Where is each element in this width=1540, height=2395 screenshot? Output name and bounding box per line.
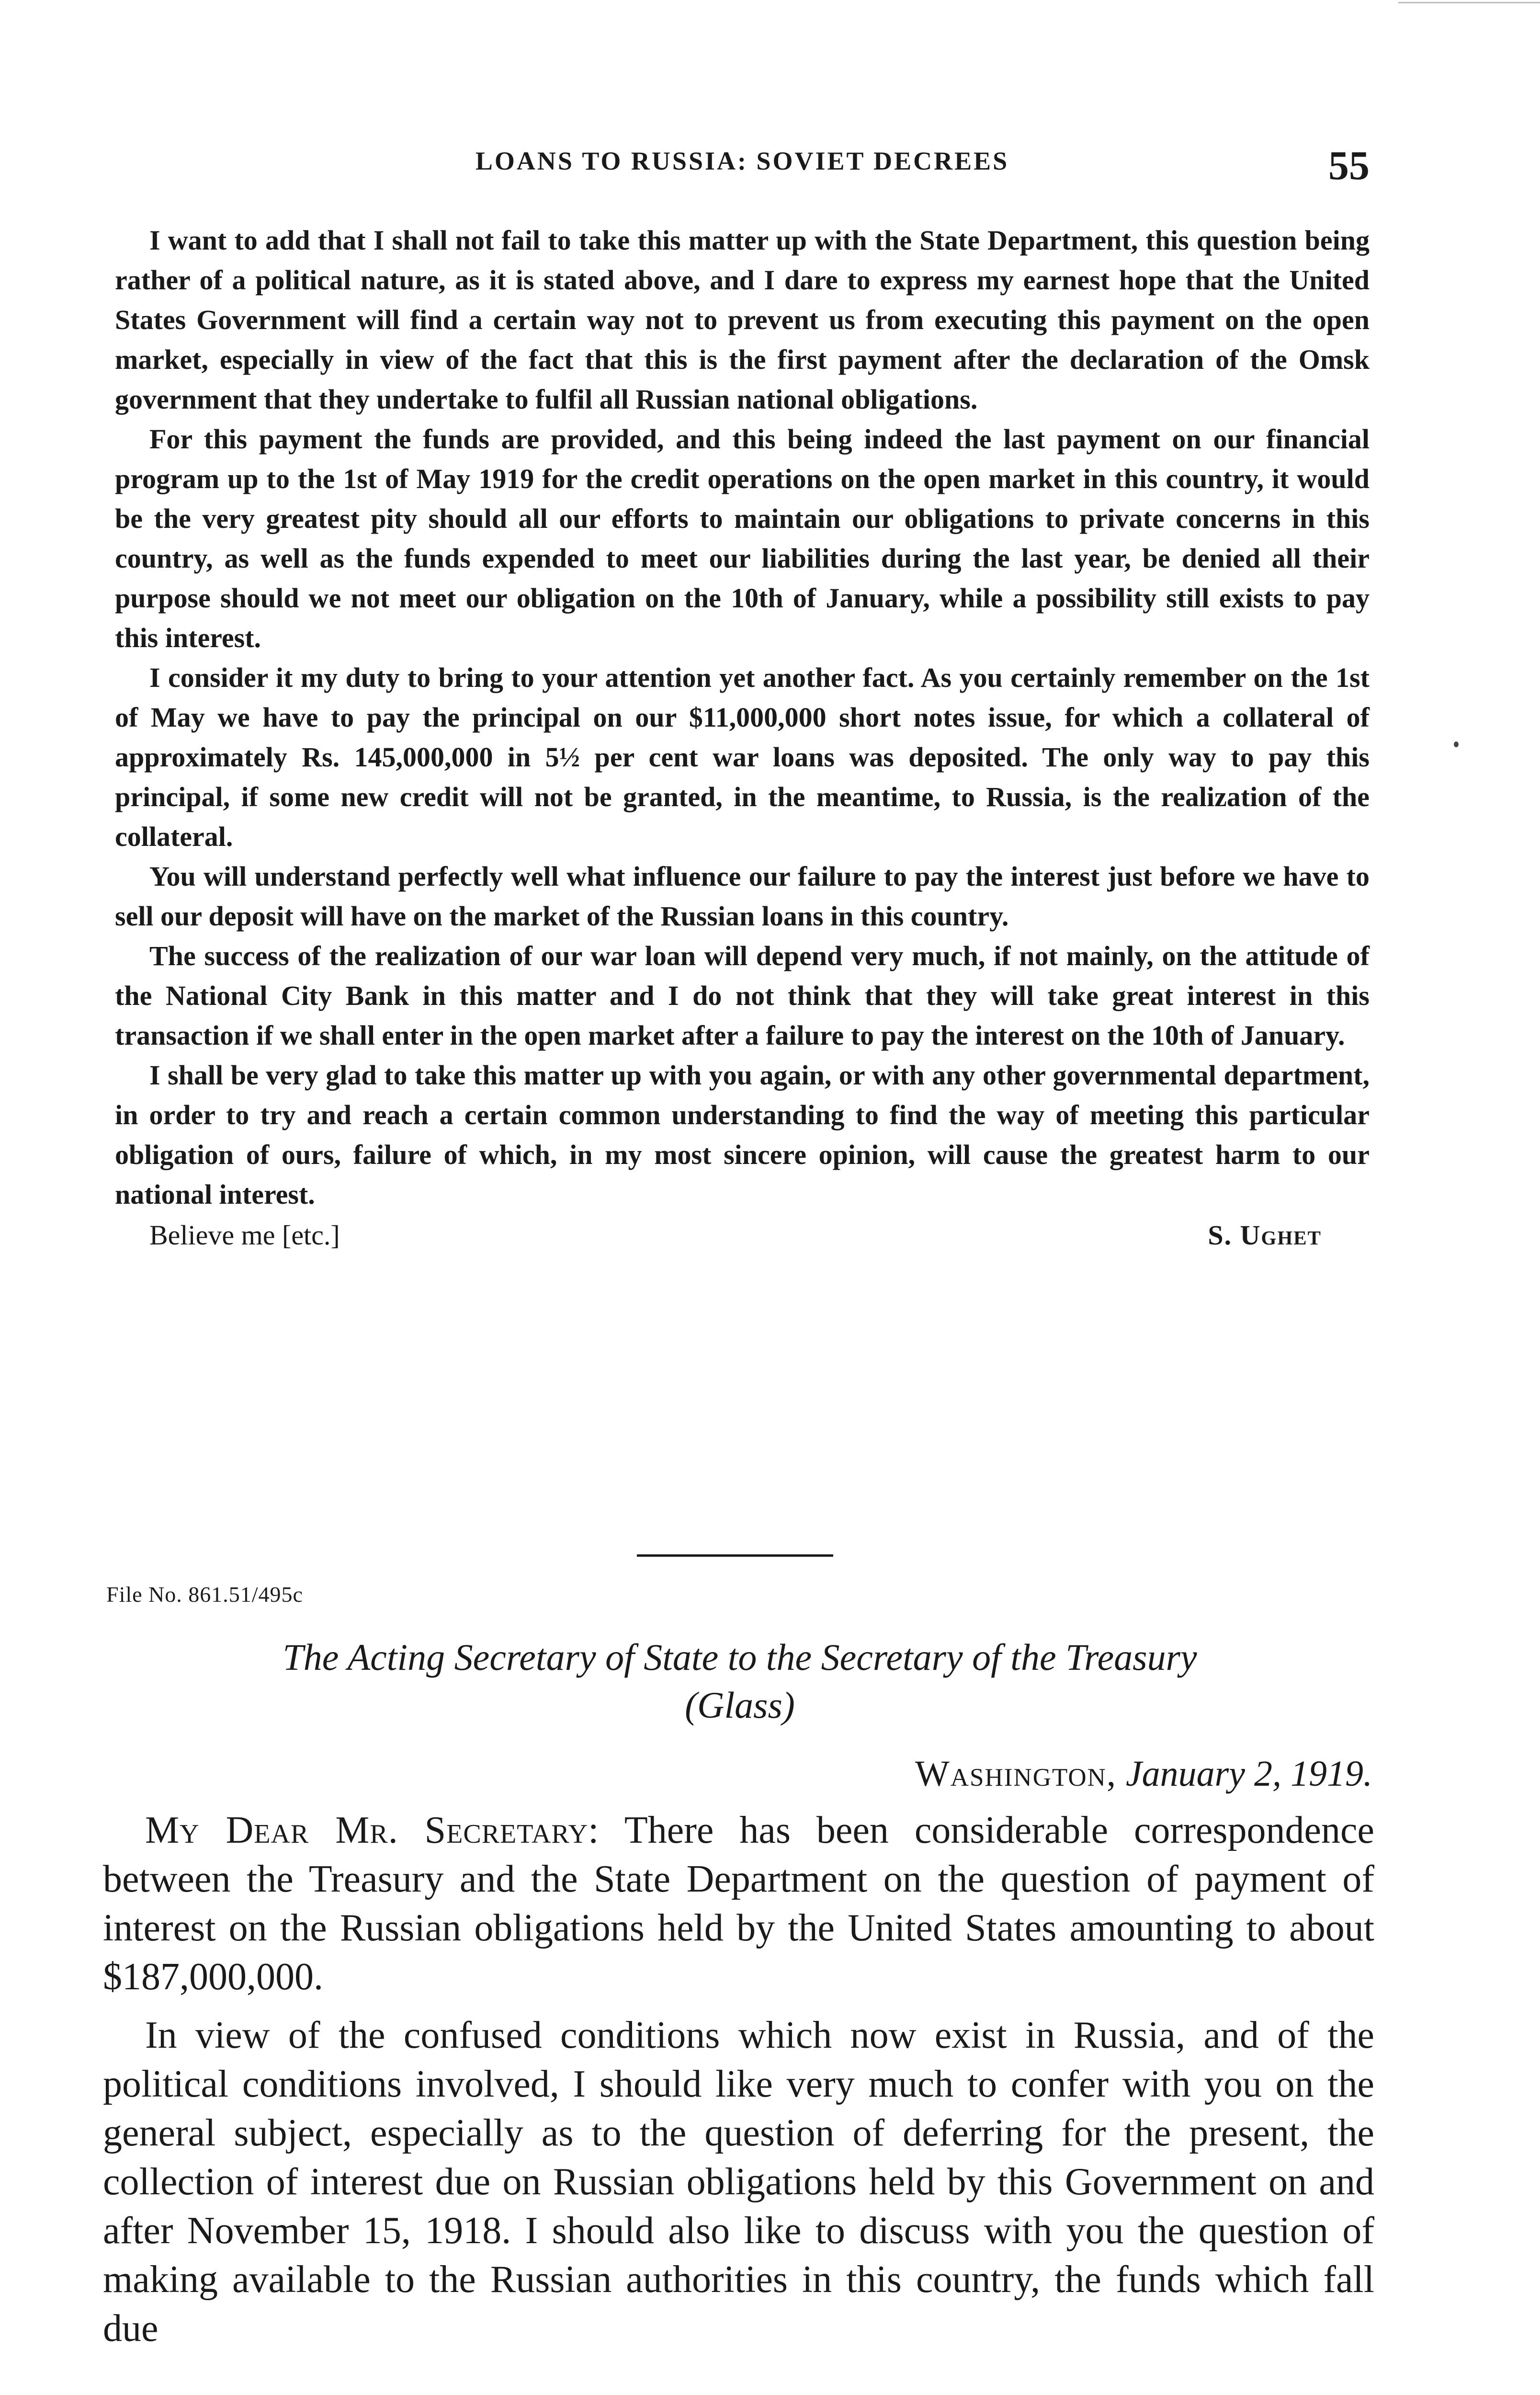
letter-paragraph: In view of the confused conditions which now exist in Russia, and of the political conditions involved, I should like very much to confer with you on the general subject, especially as to the question of deferring for the present, the collection of interest due on Russian obligations held by this Government on and after November 15, 1918. I should also like to discuss with you the question of making available to the Russian authorities in this country, the funds which fall due bbox=[103, 2014, 1374, 2349]
letter-paragraph: The success of the realization of our war loan will depend very much, if not mainly, on the attitude of the National City Bank in this matter and I do not think that they will take great interest in this transaction if we shall enter in the open market after a failure to pay the interest on the 10th of January. bbox=[115, 940, 1370, 1051]
file-number: File No. 861.51/495c bbox=[106, 1582, 303, 1607]
dateline-place: Washington, bbox=[915, 1754, 1117, 1794]
letter-paragraph: I consider it my duty to bring to your attention yet another fact. As you certainly remember on the 1st of May we have to pay the principal on our $11,000,000 short notes issue, for which a collateral of approximately Rs. 145,000,000 in 5½ per cent war loans was deposited. The only way to pay this principal, if some new credit will not be granted, in the meantime, to Russia, is the realization of the collateral. bbox=[115, 662, 1370, 852]
dateline bbox=[915, 1753, 1372, 1795]
heading-recipient: (Glass) bbox=[685, 1684, 795, 1726]
letter-paragraph: For this payment the funds are provided, and this being indeed the last payment on our financial program up to the 1st of May 1919 for the credit operations on the open market in this country, it would be the very greatest pity should all our efforts to maintain our obligations to private concerns in this country, as well as the funds expended to meet our liabilities during the last year, be denied all their purpose should we not meet our obligation on the 10th of January, while a possibility still exists to pay this interest. bbox=[115, 423, 1370, 653]
heading-title: The Acting Secretary of State to the Secretary of the Treasury bbox=[283, 1636, 1197, 1678]
letter-paragraph: You will understand perfectly well what influence our failure to pay the interest just before we have to sell our deposit will have on the market of the Russian loans in this country. bbox=[115, 861, 1370, 932]
closing: Believe me [etc.] bbox=[149, 1220, 340, 1251]
letter-paragraph bbox=[103, 1806, 1374, 2001]
letter-paragraph: I shall be very glad to take this matter up with you again, or with any other governmental department, in order to try and reach a certain common understanding to find the way of meeting this particular obligation of ours, failure of which, in my most sincere opinion, will cause the greatest harm to our national interest. bbox=[115, 1060, 1370, 1210]
margin-speck bbox=[1454, 741, 1459, 747]
paragraph-text: There has been considerable correspondence between the Treasury and the State Department on the question of payment of interest on the Russian obligations held by the United States amounting to about $187,000,000. bbox=[103, 1809, 1374, 1998]
second-letter-body bbox=[103, 1806, 1374, 2362]
signature: S. Ughet bbox=[1208, 1220, 1322, 1251]
running-title: LOANS TO RUSSIA: SOVIET DECREES bbox=[475, 147, 1009, 175]
running-header bbox=[115, 141, 1370, 188]
salutation: My Dear Mr. Secretary: bbox=[145, 1809, 600, 1851]
closing-line bbox=[115, 1215, 1370, 1258]
letter-body bbox=[115, 220, 1370, 1258]
letter-paragraph: I want to add that I shall not fail to take this matter up with the State Department, this question being rather of a political nature, as it is stated above, and I dare to express my earnest hope that the United States Government will find a certain way not to prevent us from executing this payment on the open market, especially in view of the fact that this is the first payment after the declaration of the Omsk government that they undertake to fulfil all Russian national obligations. bbox=[115, 225, 1370, 415]
page-number: 55 bbox=[1328, 142, 1370, 188]
scan-edge-line bbox=[1398, 2, 1540, 3]
document-heading bbox=[108, 1633, 1372, 1729]
dateline-date: January 2, 1919. bbox=[1125, 1754, 1372, 1794]
section-divider bbox=[637, 1554, 833, 1557]
